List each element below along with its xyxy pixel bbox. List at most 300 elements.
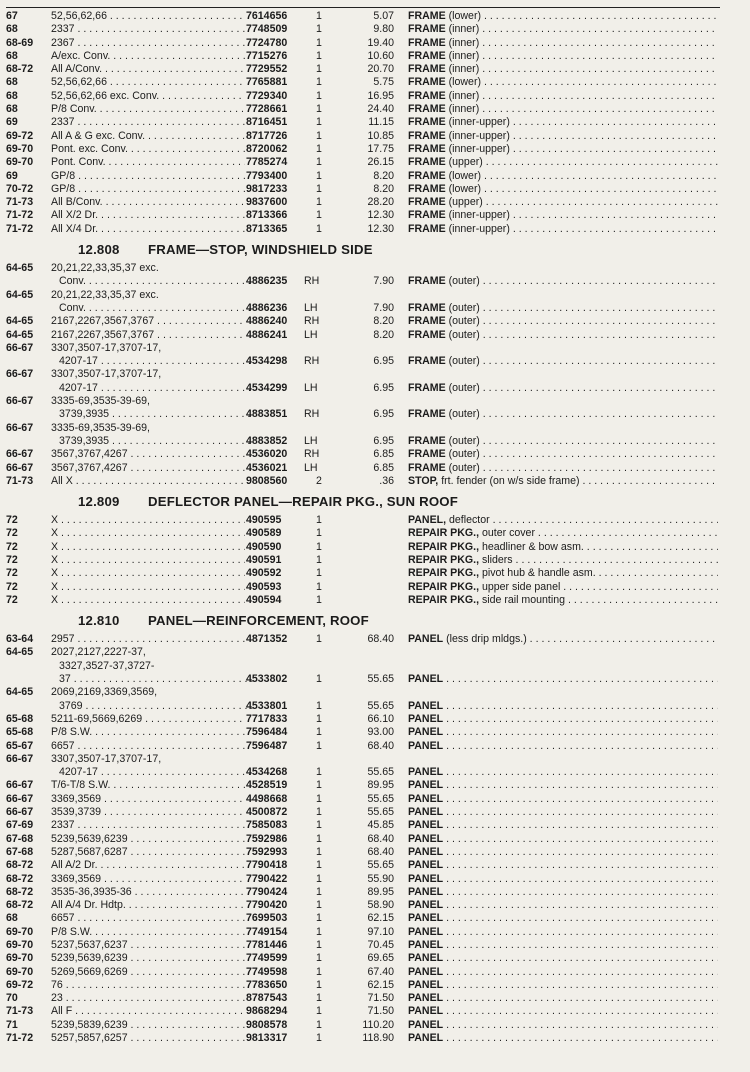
part-description xyxy=(408,116,718,129)
year-range: 72 xyxy=(6,527,18,540)
part-number: 4883852 xyxy=(246,434,288,447)
side-code: LH xyxy=(304,301,318,314)
price: 58.90 xyxy=(367,899,394,912)
part-number: 490591 xyxy=(246,553,282,566)
price: 45.85 xyxy=(367,819,394,832)
quantity: 2 xyxy=(316,474,322,487)
section-number: 12.810 xyxy=(78,613,120,629)
price: 55.65 xyxy=(367,766,394,779)
part-name: PANEL xyxy=(408,1018,444,1031)
model-list: P/8 S.W. . . . xyxy=(51,926,245,939)
model-list: 4207-17 . . . xyxy=(59,766,253,779)
model-list: All B/Conv. . . . xyxy=(51,196,245,209)
parts-row xyxy=(6,766,720,779)
parts-row xyxy=(6,859,720,872)
quantity: 1 xyxy=(316,872,322,885)
parts-row xyxy=(6,76,720,89)
part-number: 9808560 xyxy=(246,474,288,487)
part-description xyxy=(408,912,718,925)
part-name: PANEL xyxy=(408,952,444,965)
part-number: 7790422 xyxy=(246,872,288,885)
year-range: 64-65 xyxy=(6,686,34,699)
part-description xyxy=(408,713,718,726)
part-number: 4498668 xyxy=(246,792,288,805)
year-range: 67-68 xyxy=(6,832,34,845)
parts-row xyxy=(6,156,720,169)
model-list: 3369,3569 . . . xyxy=(51,873,245,886)
section-title: FRAME—STOP, WINDSHIELD SIDE xyxy=(148,242,373,258)
year-range: 69-72 xyxy=(6,129,34,142)
year-range: 67-68 xyxy=(6,845,34,858)
model-list: Conv. . . . xyxy=(59,275,253,288)
parts-row xyxy=(6,462,720,475)
price: 69.65 xyxy=(367,952,394,965)
model-list: T/6-T/8 S.W. . . . xyxy=(51,779,245,792)
quantity: 1 xyxy=(316,76,322,89)
part-name: FRAME xyxy=(408,408,446,421)
price: 6.95 xyxy=(373,434,394,447)
year-range: 72 xyxy=(6,514,18,527)
part-detail: (inner) . . . xyxy=(449,23,718,35)
price: 55.65 xyxy=(367,792,394,805)
year-range: 68 xyxy=(6,49,18,62)
part-number: 7729552 xyxy=(246,63,288,76)
part-number: 7790420 xyxy=(246,899,288,912)
parts-row xyxy=(6,939,720,952)
year-range: 71-73 xyxy=(6,1005,34,1018)
parts-row xyxy=(6,315,720,328)
part-detail xyxy=(446,846,718,858)
parts-row xyxy=(6,1032,720,1045)
part-description xyxy=(408,979,718,992)
part-description xyxy=(408,952,718,965)
part-detail: (lower) . . . xyxy=(449,76,718,88)
quantity: 1 xyxy=(316,952,322,965)
part-detail: (inner-upper) . . . xyxy=(449,116,718,128)
year-range: 66-67 xyxy=(6,421,34,434)
model-list: 3335-69,3535-39-69, xyxy=(51,421,150,434)
part-detail xyxy=(446,859,718,871)
parts-row xyxy=(6,726,720,739)
quantity: 1 xyxy=(316,182,322,195)
part-number: 7790418 xyxy=(246,859,288,872)
part-description xyxy=(408,209,718,222)
part-detail xyxy=(446,673,718,685)
part-description xyxy=(408,302,718,315)
model-list: 3567,3767,4267 . . . xyxy=(51,448,245,461)
model-list: A/exc. Conv. . . . xyxy=(51,50,245,63)
part-description xyxy=(408,156,718,169)
side-code: RH xyxy=(304,275,320,288)
quantity: 1 xyxy=(316,10,322,22)
quantity: 1 xyxy=(316,103,322,116)
part-description xyxy=(408,740,718,753)
year-range: 66-67 xyxy=(6,752,34,765)
quantity: 1 xyxy=(316,712,322,725)
model-list: 2069,2169,3369,3569, xyxy=(51,686,158,699)
part-detail xyxy=(446,912,718,924)
quantity: 1 xyxy=(316,540,322,553)
model-list: All A/4 Dr. Hdtp. . . . xyxy=(51,899,245,912)
part-name: PANEL xyxy=(408,1005,444,1018)
parts-row xyxy=(6,289,720,302)
part-detail xyxy=(446,899,718,911)
model-list: All A/2 Dr. . . . xyxy=(51,859,245,872)
quantity: 1 xyxy=(316,899,322,912)
part-number: 9817233 xyxy=(246,182,288,195)
part-name: FRAME xyxy=(408,89,446,102)
quantity: 1 xyxy=(316,779,322,792)
part-number: 7596484 xyxy=(246,726,288,739)
quantity: 1 xyxy=(316,89,322,102)
parts-row xyxy=(6,63,720,76)
part-number: 4534299 xyxy=(246,381,288,394)
price: 19.40 xyxy=(367,36,394,49)
part-description xyxy=(408,462,718,475)
parts-row xyxy=(6,368,720,381)
year-range: 66-67 xyxy=(6,461,34,474)
part-description xyxy=(408,806,718,819)
part-detail: pivot hub & handle asm. . . . xyxy=(482,567,718,579)
side-code: LH xyxy=(304,381,318,394)
model-list: 3535-36,3935-36 . . . xyxy=(51,886,245,899)
quantity: 1 xyxy=(316,925,322,938)
year-range: 70-72 xyxy=(6,182,34,195)
part-number: 7748509 xyxy=(246,23,288,36)
price: 68.40 xyxy=(367,633,394,646)
quantity: 1 xyxy=(316,169,322,182)
part-name: REPAIR PKG., xyxy=(408,593,480,606)
price: 118.90 xyxy=(362,1032,394,1045)
quantity: 1 xyxy=(316,553,322,566)
part-number: 8787543 xyxy=(246,992,288,1005)
part-number: 4886236 xyxy=(246,301,288,314)
part-detail xyxy=(446,966,718,978)
parts-row xyxy=(6,50,720,63)
model-list: 5237,5637,6237 . . . xyxy=(51,939,245,952)
parts-row xyxy=(6,819,720,832)
part-detail xyxy=(446,766,718,778)
section-title: PANEL—REINFORCEMENT, ROOF xyxy=(148,613,369,629)
year-range: 66-67 xyxy=(6,806,34,819)
part-number: 9813317 xyxy=(246,1032,288,1045)
year-range: 71-72 xyxy=(6,222,34,235)
parts-row xyxy=(6,581,720,594)
quantity: 1 xyxy=(316,593,322,606)
parts-row xyxy=(6,143,720,156)
part-name: PANEL xyxy=(408,939,444,951)
parts-row xyxy=(6,1005,720,1018)
parts-row xyxy=(6,673,720,686)
year-range: 72 xyxy=(6,567,18,580)
part-number: 490593 xyxy=(246,580,282,593)
model-list: Pont. exc. Conv. . . . xyxy=(51,143,245,156)
quantity: 1 xyxy=(316,49,322,62)
part-number: 4528519 xyxy=(246,779,288,792)
parts-list xyxy=(6,10,720,1045)
part-detail: outer cover . . . xyxy=(482,527,718,539)
part-name: FRAME xyxy=(408,10,446,22)
part-name: FRAME xyxy=(408,182,446,195)
part-name: FRAME xyxy=(408,209,446,222)
part-description xyxy=(408,581,718,594)
model-list: 3739,3935 . . . xyxy=(59,435,253,448)
part-description xyxy=(408,726,718,739)
year-range: 71-72 xyxy=(6,209,34,222)
part-number: 4886240 xyxy=(246,315,288,328)
part-detail: (inner) . . . xyxy=(449,63,718,75)
part-number: 4886235 xyxy=(246,275,288,288)
year-range: 65-68 xyxy=(6,712,34,725)
part-detail xyxy=(446,1019,718,1031)
part-description xyxy=(408,170,718,183)
quantity: 1 xyxy=(316,580,322,593)
model-list: All X/4 Dr. . . . xyxy=(51,223,245,236)
price: 17.75 xyxy=(367,142,394,155)
year-range: 68 xyxy=(6,103,18,116)
quantity: 1 xyxy=(316,23,322,36)
part-detail: (inner-upper) . . . xyxy=(449,130,718,142)
model-list: 23 . . . xyxy=(51,992,245,1005)
parts-row xyxy=(6,779,720,792)
quantity: 1 xyxy=(316,912,322,925)
parts-row xyxy=(6,886,720,899)
quantity: 1 xyxy=(316,965,322,978)
part-name: REPAIR PKG., xyxy=(408,580,480,593)
model-list: 2367 . . . xyxy=(51,37,245,50)
part-description xyxy=(408,633,718,646)
part-description xyxy=(408,475,718,488)
part-description xyxy=(408,1032,718,1045)
model-list: X . . . xyxy=(51,581,245,594)
part-detail xyxy=(446,1005,718,1017)
model-list: 2167,2267,3567,3767 . . . xyxy=(51,315,245,328)
model-list: X . . . xyxy=(51,514,245,527)
quantity: 1 xyxy=(316,36,322,49)
part-number: 7729340 xyxy=(246,89,288,102)
part-name: PANEL xyxy=(408,779,444,792)
part-description xyxy=(408,76,718,89)
price: 55.65 xyxy=(367,859,394,872)
part-description xyxy=(408,939,718,952)
quantity: 1 xyxy=(316,806,322,819)
part-detail: (outer) . . . xyxy=(449,315,718,327)
model-list: 5239,5639,6239 . . . xyxy=(51,952,245,965)
price: 89.95 xyxy=(367,885,394,898)
price: 6.95 xyxy=(373,408,394,421)
parts-row xyxy=(6,196,720,209)
model-list: 5257,5857,6257 . . . xyxy=(51,1032,245,1045)
part-detail: (inner) . . . xyxy=(449,103,718,115)
part-number: 7749598 xyxy=(246,965,288,978)
part-name: PANEL xyxy=(408,992,444,1005)
part-detail: (inner-upper) . . . xyxy=(449,223,718,235)
parts-row xyxy=(6,408,720,421)
model-list: X . . . xyxy=(51,567,245,580)
part-number: 4536020 xyxy=(246,448,288,461)
part-number: 7765881 xyxy=(246,76,288,89)
model-list: 2337 . . . xyxy=(51,819,245,832)
parts-row xyxy=(6,514,720,527)
part-name: FRAME xyxy=(408,461,446,474)
part-name: FRAME xyxy=(408,448,446,461)
part-number: 7728661 xyxy=(246,103,288,116)
year-range: 66-67 xyxy=(6,448,34,461)
part-name: FRAME xyxy=(408,63,446,76)
part-number: 8716451 xyxy=(246,116,288,129)
price: 70.45 xyxy=(367,939,394,951)
part-name: PANEL xyxy=(408,726,444,739)
part-description xyxy=(408,196,718,209)
part-description xyxy=(408,779,718,792)
quantity: 1 xyxy=(316,699,322,712)
section-heading xyxy=(6,610,720,631)
price: 55.65 xyxy=(367,673,394,686)
part-detail xyxy=(446,740,718,752)
part-number: 490594 xyxy=(246,593,282,606)
year-range: 66-67 xyxy=(6,368,34,381)
parts-row xyxy=(6,209,720,222)
parts-row xyxy=(6,992,720,1005)
year-range: 63-64 xyxy=(6,633,34,646)
part-number: 490595 xyxy=(246,514,282,527)
price: 11.15 xyxy=(368,116,394,129)
part-name: PANEL xyxy=(408,845,444,858)
quantity: 1 xyxy=(316,978,322,991)
part-number: 490589 xyxy=(246,527,282,540)
part-description xyxy=(408,819,718,832)
year-range: 67 xyxy=(6,10,18,22)
price: 12.30 xyxy=(367,222,394,235)
part-number: 7596487 xyxy=(246,739,288,752)
section-number: 12.809 xyxy=(78,494,120,510)
part-name: FRAME xyxy=(408,381,446,394)
part-description xyxy=(408,183,718,196)
part-detail xyxy=(446,793,718,805)
price: 68.40 xyxy=(367,832,394,845)
part-description xyxy=(408,527,718,540)
quantity: 1 xyxy=(316,845,322,858)
part-detail xyxy=(446,886,718,898)
part-detail: sliders . . . xyxy=(482,554,718,566)
part-detail: (outer) . . . xyxy=(449,408,718,420)
part-detail: (upper) . . . xyxy=(449,196,718,208)
part-description xyxy=(408,315,718,328)
part-number: 8717726 xyxy=(246,129,288,142)
part-number: 7715276 xyxy=(246,49,288,62)
price: 68.40 xyxy=(367,845,394,858)
price: 20.70 xyxy=(367,63,394,76)
year-range: 72 xyxy=(6,553,18,566)
part-description xyxy=(408,329,718,342)
part-name: FRAME xyxy=(408,36,446,49)
part-name: FRAME xyxy=(408,76,446,89)
year-range: 69-72 xyxy=(6,978,34,991)
part-description xyxy=(408,567,718,580)
price: 71.50 xyxy=(367,1005,394,1018)
price: 110.20 xyxy=(362,1018,394,1031)
parts-row xyxy=(6,740,720,753)
model-list: 52,56,62,66 exc. Conv. . . . xyxy=(51,90,245,103)
part-detail xyxy=(446,926,718,938)
parts-row xyxy=(6,952,720,965)
part-name: FRAME xyxy=(408,434,446,447)
year-range: 65-68 xyxy=(6,726,34,739)
price: 62.15 xyxy=(367,912,394,925)
parts-row xyxy=(6,275,720,288)
part-name: PANEL xyxy=(408,633,444,646)
part-detail xyxy=(446,979,718,991)
part-description xyxy=(408,793,718,806)
part-description xyxy=(408,130,718,143)
part-detail xyxy=(446,819,718,831)
part-name: FRAME xyxy=(408,49,446,62)
part-name: PANEL xyxy=(408,965,444,978)
price: 10.85 xyxy=(367,129,394,142)
price: 28.20 xyxy=(367,196,394,209)
price: 10.60 xyxy=(367,49,394,62)
year-range: 66-67 xyxy=(6,792,34,805)
price: 24.40 xyxy=(367,103,394,116)
parts-row xyxy=(6,329,720,342)
price: 55.90 xyxy=(367,872,394,885)
part-number: 4533801 xyxy=(246,699,288,712)
price: 89.95 xyxy=(367,779,394,792)
part-name: PANEL xyxy=(408,1032,444,1045)
part-number: 7790424 xyxy=(246,885,288,898)
quantity: 1 xyxy=(316,196,322,209)
quantity: 1 xyxy=(316,726,322,739)
part-detail: (outer) . . . xyxy=(449,355,718,367)
parts-row xyxy=(6,435,720,448)
part-detail: (outer) . . . xyxy=(449,448,718,460)
part-name: PANEL xyxy=(408,806,444,819)
parts-row xyxy=(6,594,720,607)
part-name: FRAME xyxy=(408,23,446,36)
model-list: Conv. . . . xyxy=(59,302,253,315)
quantity: 1 xyxy=(316,63,322,76)
year-range: 66-67 xyxy=(6,395,34,408)
model-list: All X . . . xyxy=(51,475,245,488)
part-detail xyxy=(446,726,718,738)
quantity: 1 xyxy=(316,116,322,129)
model-list: P/8 S.W. . . . xyxy=(51,726,245,739)
part-detail: deflector . . . xyxy=(449,514,718,526)
part-description xyxy=(408,355,718,368)
year-range: 68-72 xyxy=(6,859,34,872)
part-description xyxy=(408,992,718,1005)
year-range: 68-72 xyxy=(6,899,34,912)
parts-row xyxy=(6,262,720,275)
part-detail: headliner & bow asm. . . . xyxy=(482,541,718,553)
part-description xyxy=(408,382,718,395)
part-name: PANEL xyxy=(408,912,444,925)
year-range: 64-65 xyxy=(6,328,34,341)
year-range: 69 xyxy=(6,169,18,182)
model-list: All A/Conv. . . . xyxy=(51,63,245,76)
model-list: 3327,3527-37,3727- xyxy=(59,659,155,672)
part-name: PANEL xyxy=(408,925,444,938)
model-list: 20,21,22,33,35,37 exc. xyxy=(51,262,159,275)
model-list: 6657 . . . xyxy=(51,912,245,925)
part-number: 7592993 xyxy=(246,845,288,858)
quantity: 1 xyxy=(316,142,322,155)
parts-row xyxy=(6,846,720,859)
model-list: 2337 . . . xyxy=(51,116,245,129)
part-name: FRAME xyxy=(408,222,446,235)
parts-row xyxy=(6,686,720,699)
price: 7.90 xyxy=(373,275,394,288)
